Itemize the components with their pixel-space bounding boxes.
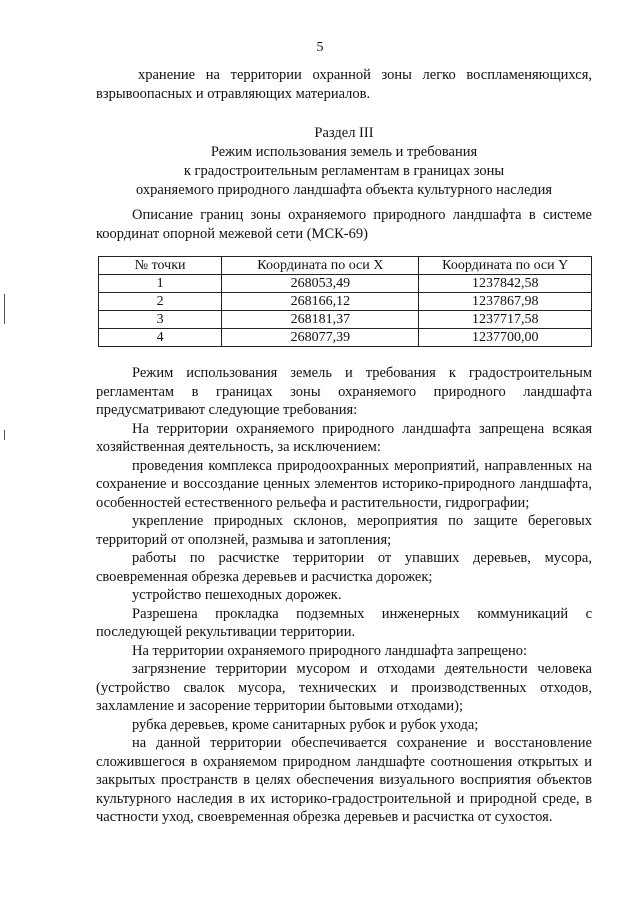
section-heading-line-3: охраняемого природного ландшафта объекта культурного наследия <box>135 182 553 198</box>
body-paragraph: На территории охраняемого природного ландшафта запрещено: <box>132 642 528 659</box>
cell-x-coordinate: 268077,39 <box>222 329 419 347</box>
cell-y-coordinate: 1237717,58 <box>419 311 592 329</box>
cell-y-coordinate: 1237842,58 <box>419 275 592 293</box>
section-heading-line-2: к градостроительным регламентам в границах зоны <box>183 163 505 179</box>
cell-x-coordinate: 268053,49 <box>222 275 419 293</box>
cell-y-coordinate: 1237867,98 <box>419 293 592 311</box>
body-paragraph: укрепление природных склонов, мероприятия по защите береговых территорий от оползней, размыва и затопления; <box>96 513 592 548</box>
cell-point-number: 3 <box>99 311 222 329</box>
body-paragraph: работы по расчистке территории от упавших деревьев, мусора, своевременная обрезка деревьев и расчистка дорожек; <box>96 550 592 585</box>
section-title: Раздел III <box>314 125 374 141</box>
scan-margin-mark <box>4 294 5 324</box>
table-row <box>99 275 592 293</box>
table-row <box>99 293 592 311</box>
body-paragraph: на данной территории обеспечивается сохранение и восстановление сложившегося в охраняемом природном ландшафте соотношения открытых и закрытых пространств в целях обеспечения визуального восприятия объектов культурного наследия в их историко-градостроительной и природной среде, в частности уход, своевременная обрезка деревьев и расчистка от сухостоя. <box>96 735 592 825</box>
table-row <box>99 329 592 347</box>
scan-margin-mark <box>4 430 5 440</box>
cell-y-coordinate: 1237700,00 <box>419 329 592 347</box>
header-x-coordinate: Координата по оси X <box>222 257 419 275</box>
intro-paragraph <box>96 66 592 103</box>
body-paragraph: На территории охраняемого природного ландшафта запрещена всякая хозяйственная деятельность, за исключением: <box>96 420 592 455</box>
body-paragraph: Разрешена прокладка подземных инженерных коммуникаций с последующей рекультивации территории. <box>96 605 592 640</box>
body-paragraph: загрязнение территории мусором и отходами деятельности человека (устройство свалок мусора, технических и производственных отходов, захламление и засорение территории бытовыми отходами); <box>96 661 592 714</box>
cell-x-coordinate: 268181,37 <box>222 311 419 329</box>
cell-x-coordinate: 268166,12 <box>222 293 419 311</box>
cell-point-number: 2 <box>99 293 222 311</box>
body-paragraph: проведения комплекса природоохранных мероприятий, направленных на сохранение и воссоздание ценных элементов историко-природного ландшафта, особенностей естественного рельефа и растительности, гидрографии; <box>96 457 592 511</box>
table-header-row <box>99 257 592 275</box>
section-header <box>96 124 592 200</box>
body-text <box>96 364 592 827</box>
cell-point-number: 4 <box>99 329 222 347</box>
cell-point-number: 1 <box>99 275 222 293</box>
header-y-coordinate: Координата по оси Y <box>419 257 592 275</box>
table-caption-text: Описание границ зоны охраняемого природного ландшафта в системе координат опорной межевой сети (МСК-69) <box>96 207 592 242</box>
intro-line-1: хранение на территории охранной зоны легко воспламеняющихся, <box>138 67 592 83</box>
coordinates-table <box>98 256 592 347</box>
intro-line-2: взрывоопасных и отравляющих материалов. <box>96 85 371 102</box>
section-heading-line-1: Режим использования земель и требования <box>210 144 478 160</box>
body-paragraph: устройство пешеходных дорожек. <box>132 587 342 603</box>
page-number: 5 <box>316 40 324 55</box>
body-paragraph: Режим использования земель и требования к градостроительным регламентам в границах зоны охраняемого природного ландшафта предусматривают следующие требования: <box>96 365 592 418</box>
table-caption <box>96 206 592 243</box>
body-paragraph: рубка деревьев, кроме санитарных рубок и рубок ухода; <box>132 716 479 733</box>
table-row <box>99 311 592 329</box>
header-point-number: № точки <box>99 257 222 275</box>
